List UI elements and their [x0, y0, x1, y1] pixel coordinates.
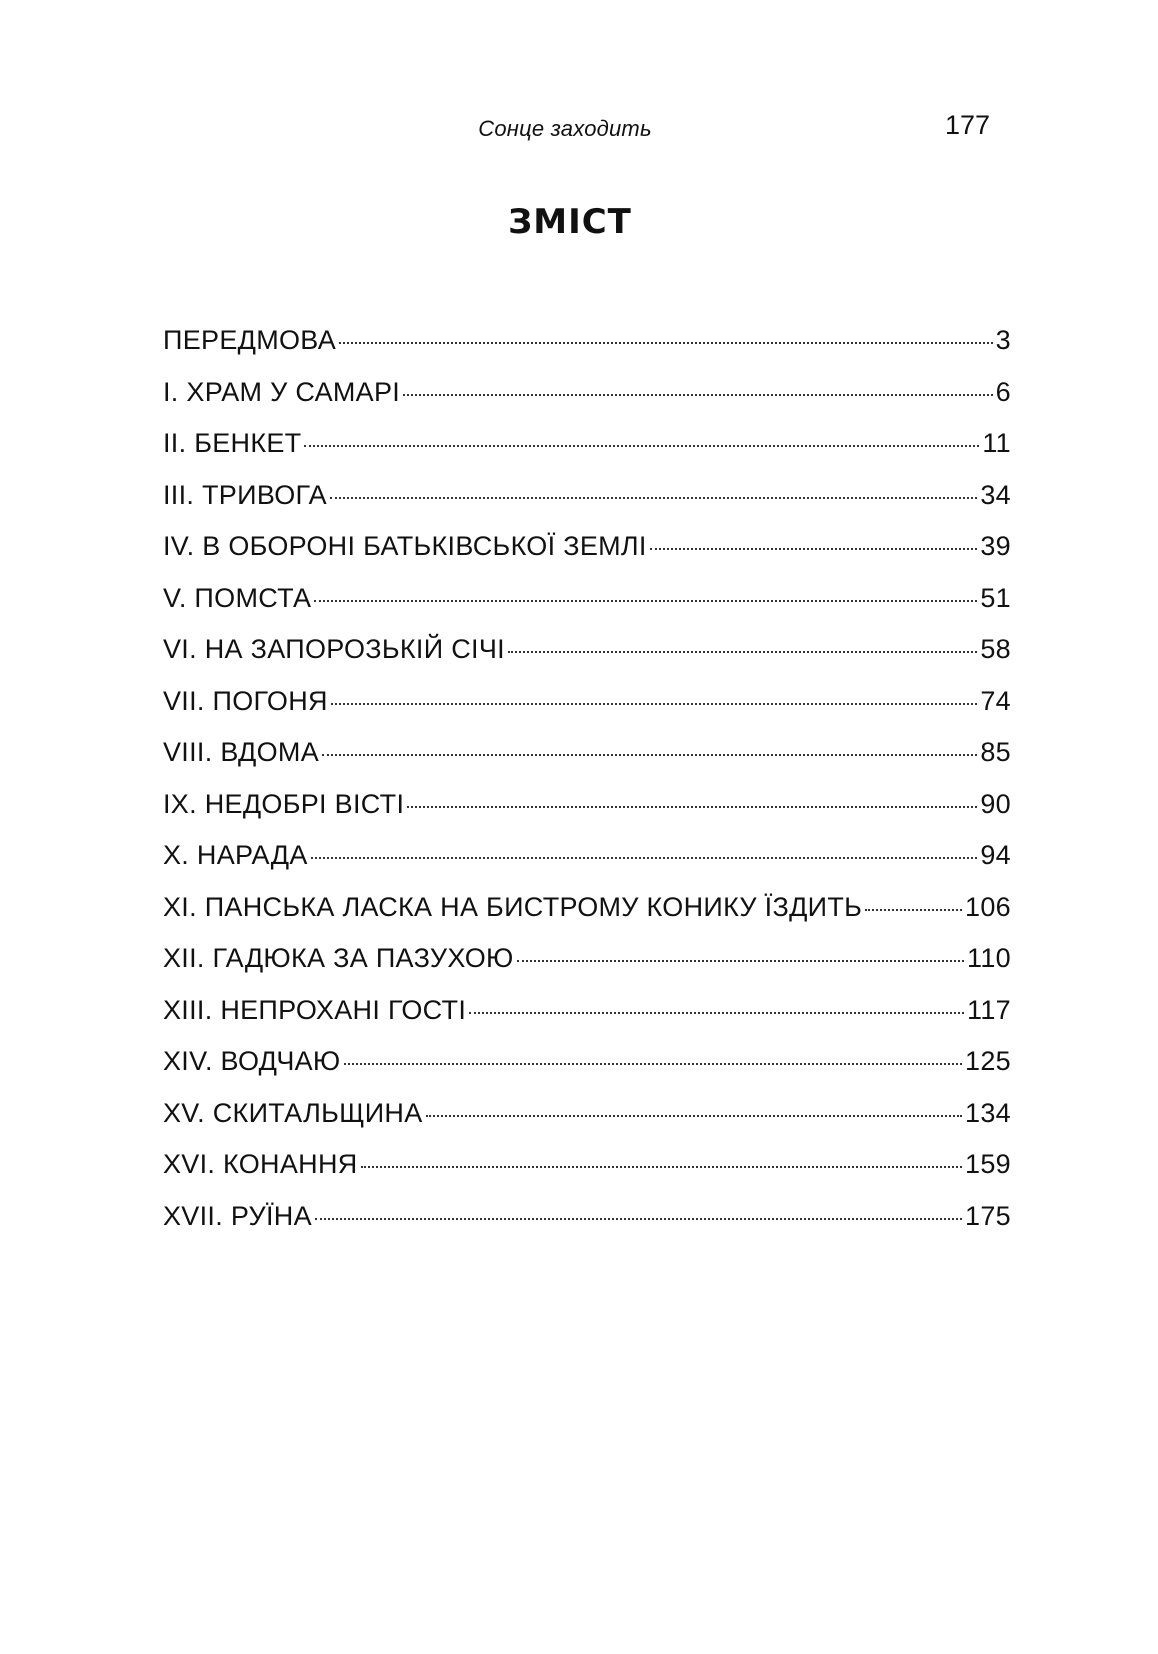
toc-entry-title: ХV. СКИТАЛЬЩИНА: [163, 1097, 423, 1128]
toc-entry: [163, 840, 1011, 892]
toc-entry: [163, 1098, 1011, 1150]
toc-entry: [163, 480, 1011, 532]
toc-entry: [163, 428, 1011, 480]
toc-entry-title: ХІІІ. НЕПРОХАНІ ГОСТІ: [163, 994, 467, 1025]
toc-dot-leader: [469, 1012, 964, 1014]
toc-dot-leader: [304, 445, 979, 447]
toc-entry-page: 3: [995, 325, 1011, 355]
toc-entry-title: V. ПОМСТА: [163, 582, 312, 613]
toc-heading: ЗМІСТ: [508, 202, 632, 242]
toc-entry-page: 110: [967, 943, 1011, 973]
toc-dot-leader: [331, 703, 978, 705]
toc-dot-leader: [311, 857, 978, 859]
toc-entry: [163, 995, 1011, 1047]
toc-entry-page: 74: [980, 685, 1011, 716]
toc-entry-title: ХІV. ВОДЧАЮ: [163, 1046, 341, 1076]
toc-entry-title: ХVІІ. РУЇНА: [163, 1200, 312, 1231]
toc-entry-page: 39: [980, 531, 1011, 561]
toc-entry-title: Х. НАРАДА: [163, 840, 308, 870]
toc-entry: [163, 737, 1011, 789]
toc-entry-page: 117: [967, 994, 1011, 1025]
toc-entry-title: VІ. НА ЗАПОРОЗЬКІЙ СІЧІ: [163, 634, 505, 664]
toc-dot-leader: [339, 342, 993, 344]
toc-dot-leader: [407, 806, 977, 808]
page-header: [0, 108, 1158, 148]
toc-entry-page: 51: [980, 582, 1011, 613]
toc-entry-page: 94: [980, 840, 1011, 870]
running-title: Сонце заходить: [478, 116, 652, 141]
toc-entry-title: ХVІ. КОНАННЯ: [163, 1149, 358, 1179]
toc-entry-page: 90: [980, 788, 1011, 819]
toc-entry-title: ІV. В ОБОРОНІ БАТЬКІВСЬКОЇ ЗЕМЛІ: [163, 531, 647, 561]
toc-dot-leader: [508, 651, 977, 653]
toc-dot-leader: [426, 1115, 963, 1117]
toc-entry: [163, 892, 1011, 944]
toc-entry-title: ІІІ. ТРИВОГА: [163, 479, 327, 510]
toc-dot-leader: [315, 1218, 962, 1220]
toc-dot-leader: [314, 600, 977, 602]
toc-entry-page: 134: [965, 1097, 1011, 1128]
toc-entry-title: ІІ. БЕНКЕТ: [163, 428, 302, 458]
toc-entry: [163, 531, 1011, 583]
toc-entry-title: ПЕРЕДМОВА: [163, 325, 337, 355]
toc-dot-leader: [650, 548, 978, 550]
toc-entry-page: 6: [995, 376, 1011, 407]
toc-entry-page: 125: [965, 1046, 1011, 1076]
page-number: 177: [944, 110, 990, 140]
toc-entry: [163, 686, 1011, 738]
toc-entry-page: 175: [965, 1200, 1011, 1231]
toc-entry: [163, 583, 1011, 635]
toc-entry: [163, 377, 1011, 429]
toc-entry: [163, 943, 1011, 995]
toc-entry-page: 85: [980, 737, 1011, 767]
toc-entry: [163, 634, 1011, 686]
toc-entry: [163, 1201, 1011, 1253]
toc-dot-leader: [403, 394, 993, 396]
toc-dot-leader: [322, 754, 977, 756]
toc-entry-page: 11: [982, 428, 1011, 458]
toc-entry-title: VІІІ. ВДОМА: [163, 737, 320, 767]
toc-dot-leader: [361, 1166, 962, 1168]
toc-dot-leader: [330, 497, 977, 499]
toc-list: [163, 325, 1011, 1252]
toc-entry-title: ХІІ. ГАДЮКА ЗА ПАЗУХОЮ: [163, 943, 514, 973]
toc-entry-page: 34: [980, 479, 1011, 510]
toc-entry-page: 106: [965, 891, 1011, 922]
toc-dot-leader: [865, 909, 962, 911]
toc-entry-title: І. ХРАМ У САМАРІ: [163, 376, 401, 407]
toc-entry: [163, 1149, 1011, 1201]
toc-entry-page: 159: [965, 1149, 1011, 1179]
toc-entry-page: 58: [980, 634, 1011, 664]
toc-entry-title: ІХ. НЕДОБРІ ВІСТІ: [163, 788, 405, 819]
toc-entry: [163, 1046, 1011, 1098]
toc-entry-title: VІІ. ПОГОНЯ: [163, 685, 328, 716]
toc-dot-leader: [344, 1063, 963, 1065]
toc-entry: [163, 325, 1011, 377]
toc-entry-title: ХІ. ПАНСЬКА ЛАСКА НА БИСТРОМУ КОНИКУ ЇЗДИТЬ: [163, 891, 863, 922]
toc-entry: [163, 789, 1011, 841]
toc-dot-leader: [517, 960, 964, 962]
